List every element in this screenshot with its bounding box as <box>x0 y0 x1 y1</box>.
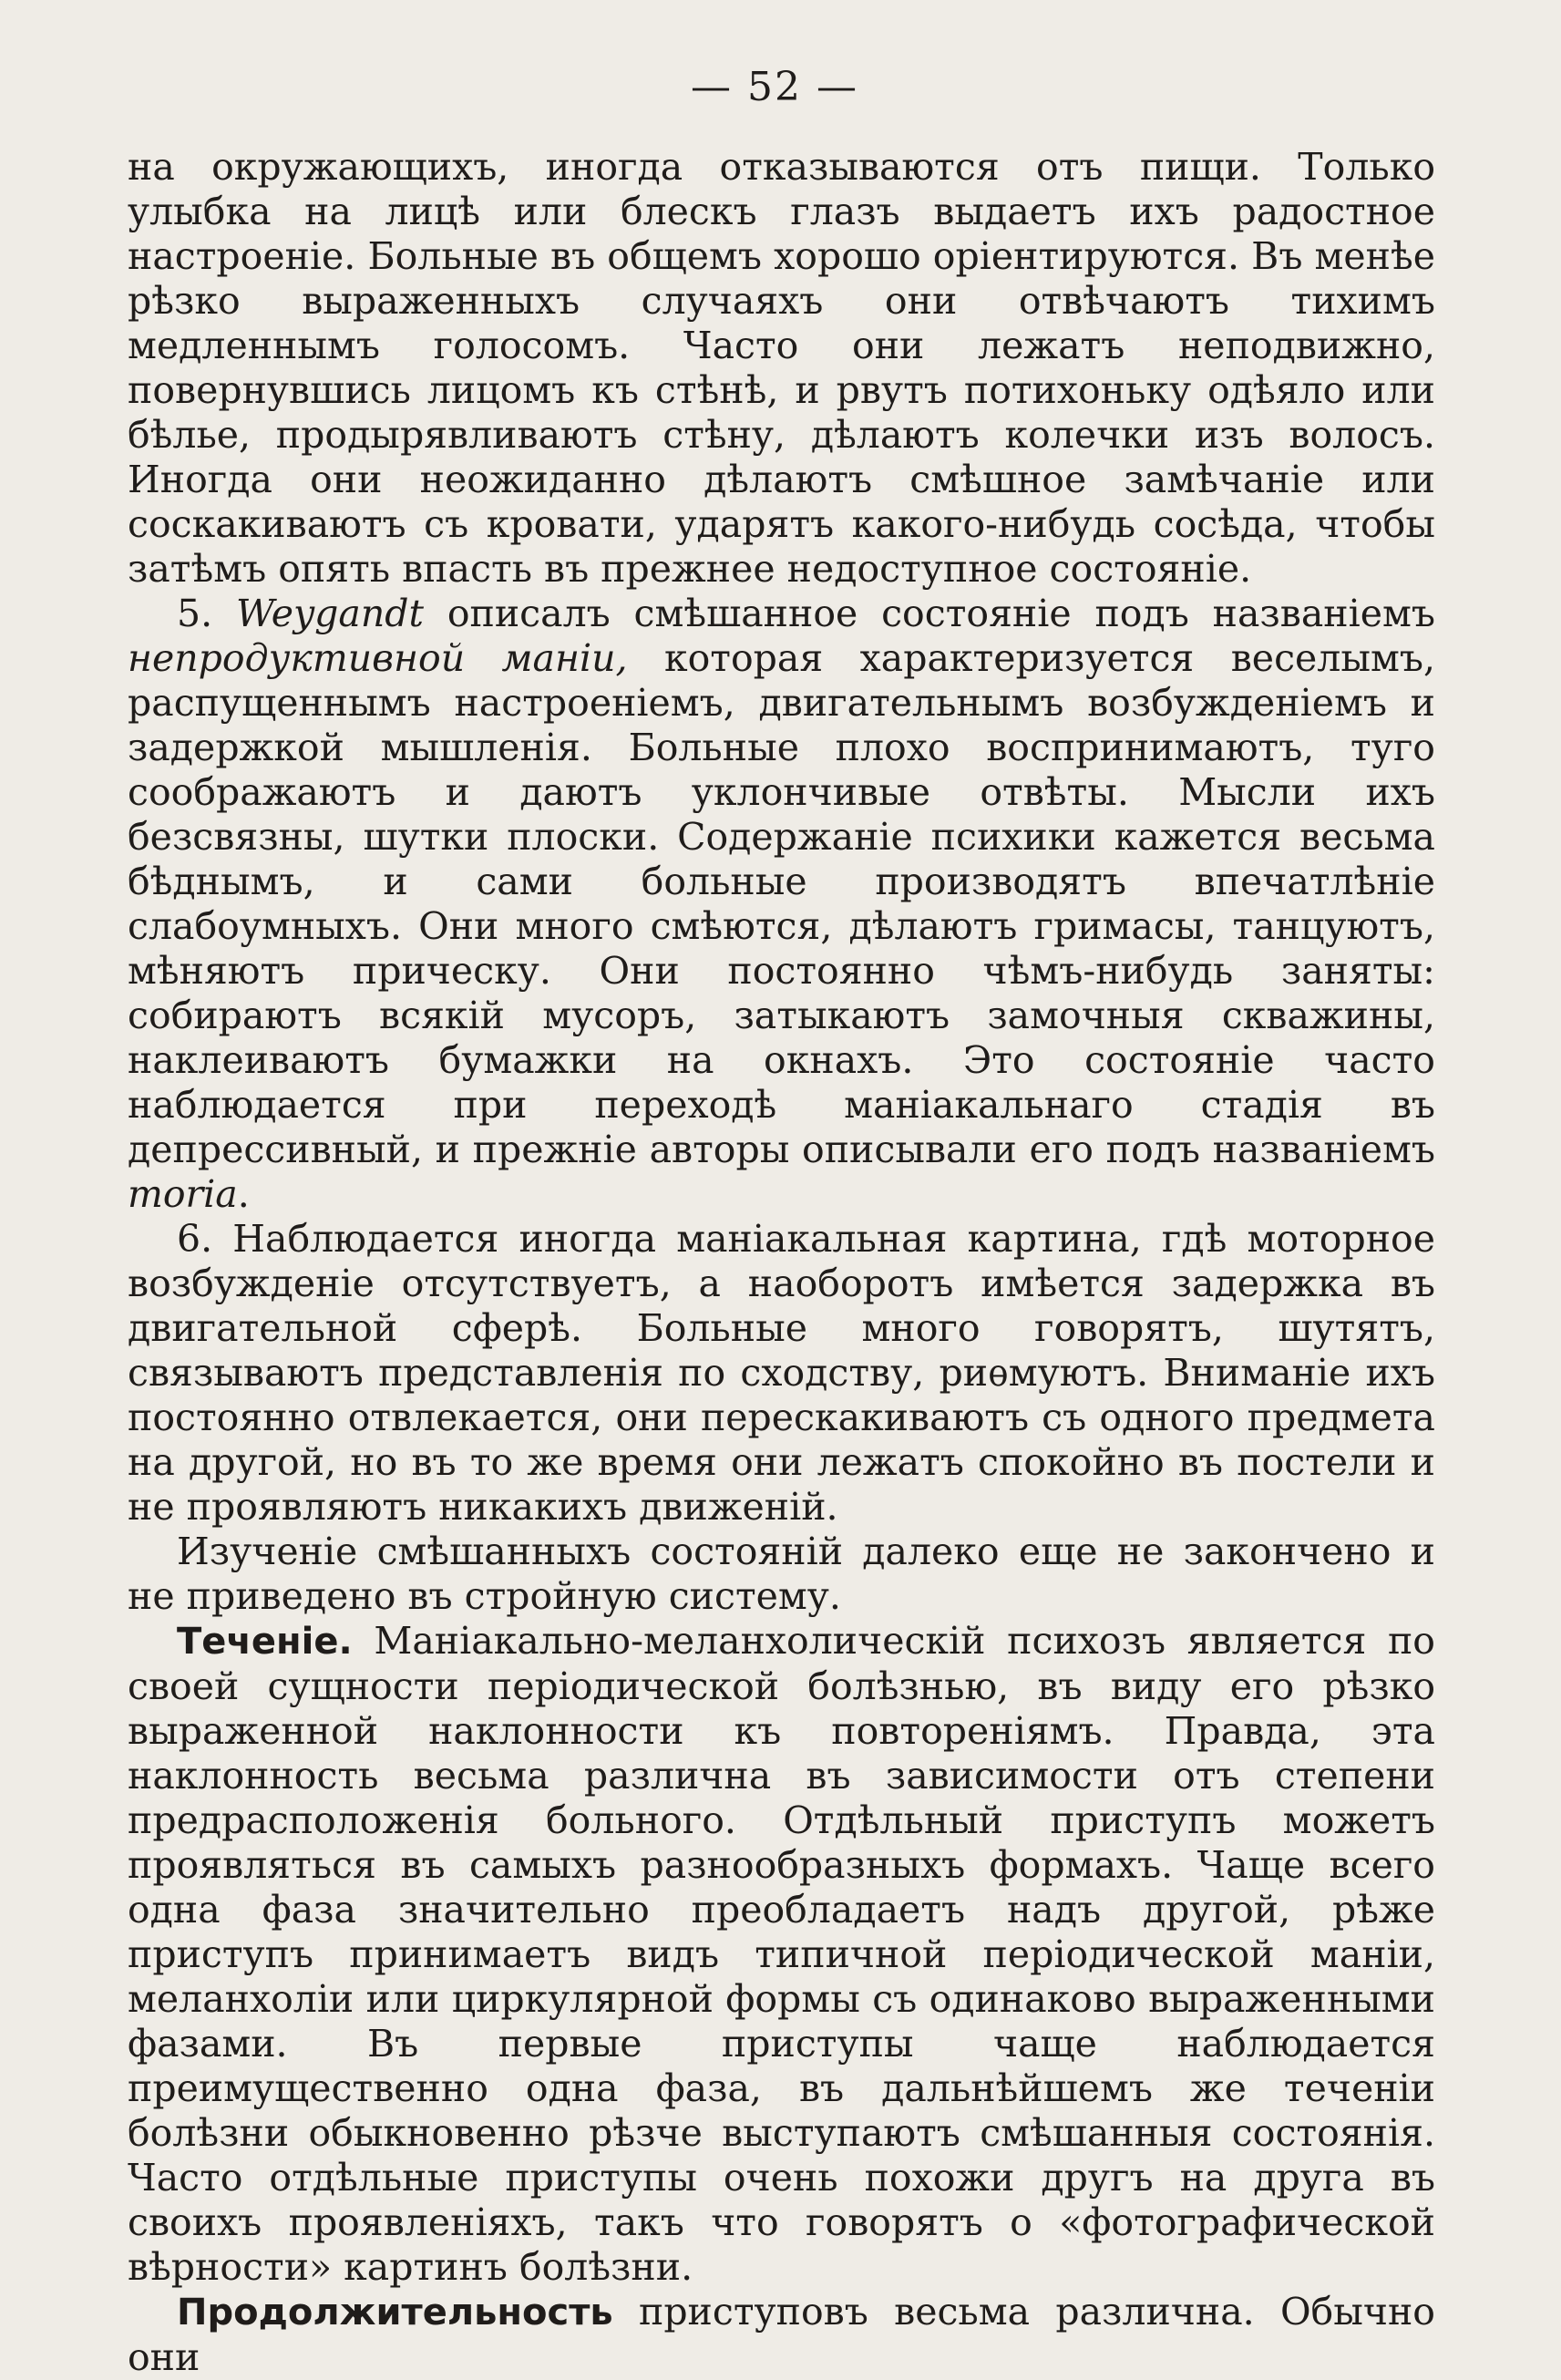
paragraph-study <box>128 1530 1435 1619</box>
paragraph-5 <box>128 592 1435 1217</box>
page-number: — 52 — <box>691 64 858 110</box>
item-number-6: 6. <box>177 1217 213 1261</box>
paragraph-6-text: Наблюдается иногда маніакальная картина, гдѣ моторное возбужденіе отсутствуетъ, а наоборотъ имѣется задержка въ двигательной сферѣ. Больные много говорятъ, шутятъ, связываютъ представленія по сходству, риѳмуютъ. Вниманіе ихъ постоянно отвлекается, они перескакиваютъ съ одного предмета на другой, но въ то же время они лежатъ спокойно въ постели и не проявляютъ никакихъ движеній. <box>128 1217 1435 1529</box>
paragraph-5-text-c: . <box>237 1172 250 1216</box>
paragraph-1 <box>128 145 1435 592</box>
paragraph-6 <box>128 1217 1435 1530</box>
paragraph-duration-text: приступовъ весьма различна. Обычно они <box>128 2290 1435 2379</box>
term-italic: непродуктивной маніи, <box>128 636 628 680</box>
paragraph-5-text-a: описалъ смѣшанное состояніе подъ названіемъ <box>424 592 1435 635</box>
paragraph-5-text-b: которая характеризуется веселымъ, распущеннымъ настроеніемъ, двигательнымъ возбужденіемъ и задержкой мышленія. Больные плохо воспринимаютъ, туго соображаютъ и даютъ уклончивые отвѣты. Мысли ихъ безсвязны, шутки плоски. Содержаніе психики кажется весьма бѣднымъ, и сами больные производятъ впечатлѣніе слабоумныхъ. Они много смѣются, дѣлаютъ гримасы, танцуютъ, мѣняютъ прическу. Они постоянно чѣмъ-нибудь заняты: собираютъ всякій мусоръ, затыкаютъ замочныя скважины, наклеиваютъ бумажки на окнахъ. Это состояніе часто наблюдается при переходѣ маніакальнаго стадія въ депрессивный, и прежніе авторы описывали его подъ названіемъ <box>128 636 1435 1171</box>
section-heading-duration: Продолжительность <box>177 2292 613 2334</box>
paragraph-study-text: Изученіе смѣшанныхъ состояній далеко еще не закончено и не приведено въ стройную систему. <box>128 1530 1435 1618</box>
paragraph-1-text: на окружающихъ, иногда отказываются отъ пищи. Только улыбка на лицѣ или блескъ глазъ выдаетъ ихъ радостное настроеніе. Больные въ общемъ хорошо оріентируются. Въ менѣе рѣзко выраженныхъ случаяхъ они отвѣчаютъ тихимъ медленнымъ голосомъ. Часто они лежатъ неподвижно, повернувшись лицомъ къ стѣнѣ, и рвутъ потихоньку одѣяло или бѣлье, продырявливаютъ стѣну, дѣлаютъ колечки изъ волосъ. Иногда они неожиданно дѣлаютъ смѣшное замѣчаніе или соскакиваютъ съ кровати, ударятъ какого-нибудь сосѣда, чтобы затѣмъ опять впасть въ прежнее недоступное состояніе. <box>128 145 1435 591</box>
section-heading-course: Теченіе. <box>177 1621 353 1663</box>
paragraph-course-text: Маніакально-меланхолическій психозъ является по своей сущности періодической болѣзнью, въ виду его рѣзко выраженной наклонности къ повтореніямъ. Правда, эта наклонность весьма различна въ зависимости отъ степени предрасположенія больного. Отдѣльный приступъ можетъ проявляться въ самыхъ разнообразныхъ формахъ. Чаще всего одна фаза значительно преобладаетъ надъ другой, рѣже приступъ принимаетъ видъ типичной періодической маніи, меланхоліи или циркулярной формы съ одинаково выраженными фазами. Въ первые приступы чаще наблюдается преимущественно одна фаза, въ дальнѣйшемъ же теченіи болѣзни обыкновенно рѣзче выступаютъ смѣшанныя состоянія. Часто отдѣльные приступы очень похожи другъ на друга въ своихъ проявленіяхъ, такъ что говорятъ о «фотографической вѣрности» картинъ болѣзни. <box>128 1619 1435 2289</box>
author-name: Weygandt <box>235 592 424 635</box>
paragraph-duration <box>128 2290 1435 2380</box>
paragraph-course <box>128 1619 1435 2290</box>
term-moria: moria <box>128 1172 238 1216</box>
item-number-5: 5. <box>177 592 213 635</box>
body-text <box>128 145 1435 2380</box>
